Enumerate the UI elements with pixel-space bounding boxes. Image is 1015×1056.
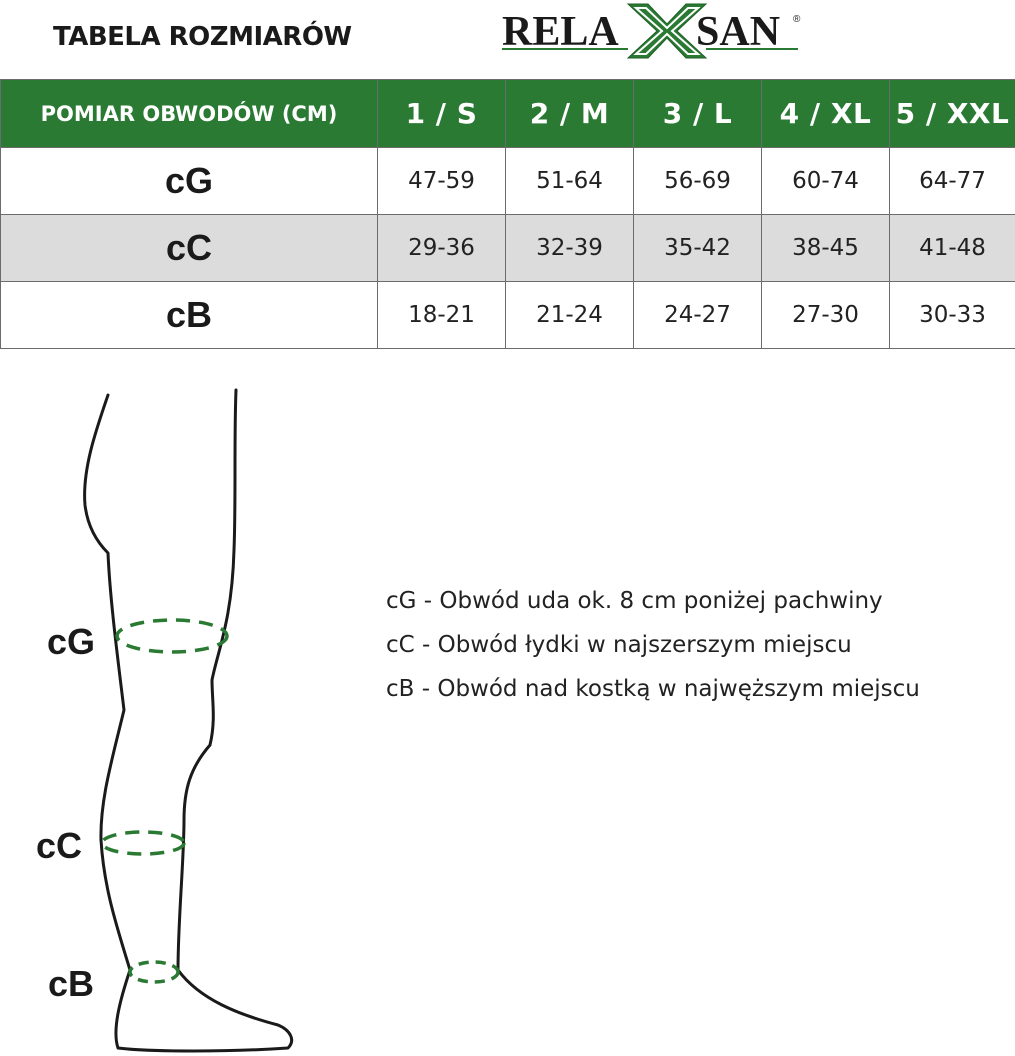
table-cell: 64-77: [890, 148, 1015, 215]
table-cell: 38-45: [762, 215, 890, 282]
row-label: cB: [1, 282, 378, 349]
table-cell: 29-36: [378, 215, 506, 282]
logo-registered-mark: ®: [793, 14, 801, 25]
table-cell: 51-64: [506, 148, 634, 215]
table-row: [1, 282, 1015, 349]
leg-diagram: [0, 380, 320, 1056]
table-cell: 41-48: [890, 215, 1015, 282]
relaxsan-logo: [500, 0, 805, 62]
header-size: 3 / L: [634, 80, 762, 148]
table-row: [1, 215, 1015, 282]
header-size: 2 / M: [506, 80, 634, 148]
marker-label-cg: cG: [47, 621, 96, 662]
header-size: 5 / XXL: [890, 80, 1015, 148]
leg-outline-icon: [85, 390, 292, 1051]
size-table: [0, 79, 1015, 349]
table-header-row: [1, 80, 1015, 148]
logo-cross-icon: [628, 4, 706, 58]
table-cell: 47-59: [378, 148, 506, 215]
measure-ring-cc: [102, 832, 184, 854]
measurement-legend: [386, 584, 920, 716]
table-cell: 32-39: [506, 215, 634, 282]
header-measurement-label: POMIAR OBWODÓW (CM): [1, 80, 378, 148]
logo-text-right: SAN: [696, 9, 781, 55]
table-cell: 24-27: [634, 282, 762, 349]
table-cell: 60-74: [762, 148, 890, 215]
table-cell: 30-33: [890, 282, 1015, 349]
legend-item-cg: cG - Obwód uda ok. 8 cm poniżej pachwiny: [386, 588, 883, 614]
table-row: [1, 148, 1015, 215]
table-cell: 56-69: [634, 148, 762, 215]
header-size: 1 / S: [378, 80, 506, 148]
legend-item-cc: cC - Obwód łydki w najszerszym miejscu: [386, 632, 852, 658]
marker-label-cc: cC: [36, 825, 83, 866]
table-cell: 18-21: [378, 282, 506, 349]
table-cell: 35-42: [634, 215, 762, 282]
measure-ring-cb: [130, 962, 178, 982]
table-cell: 21-24: [506, 282, 634, 349]
page-title: TABELA ROZMIARÓW: [53, 22, 352, 52]
marker-label-cb: cB: [48, 963, 95, 1004]
row-label: cG: [1, 148, 378, 215]
table-cell: 27-30: [762, 282, 890, 349]
logo-text-left: RELA: [502, 9, 619, 55]
measure-ring-cg: [117, 620, 227, 652]
header-size: 4 / XL: [762, 80, 890, 148]
legend-item-cb: cB - Obwód nad kostką w najwęższym miejscu: [386, 676, 920, 702]
row-label: cC: [1, 215, 378, 282]
